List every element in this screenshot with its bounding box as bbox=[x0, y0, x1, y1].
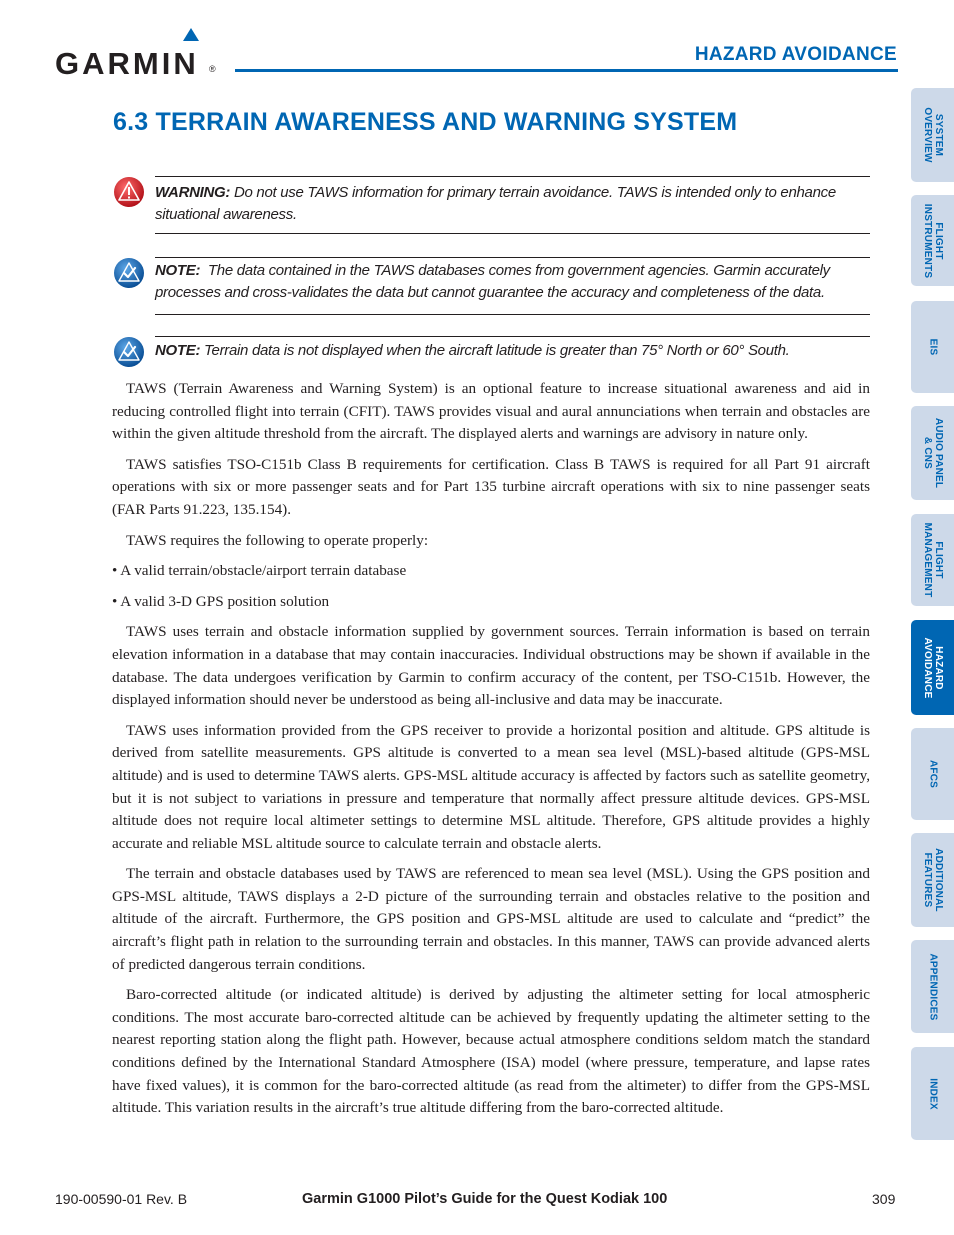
garmin-logo bbox=[55, 28, 220, 81]
tab-label: FLIGHT INSTRUMENTS bbox=[921, 203, 944, 278]
tab-flight-management[interactable] bbox=[911, 514, 954, 606]
note-label-2: NOTE: bbox=[155, 342, 201, 359]
note-rule-top-2 bbox=[155, 336, 870, 337]
tab-hazard-avoidance[interactable] bbox=[911, 620, 954, 715]
tab-label: AUDIO PANEL & CNS bbox=[921, 417, 944, 489]
paragraph: Baro-corrected altitude (or indicated altitude) is derived by adjusting the altimeter setting for local atmospheric conditions. The most accurate baro-corrected altitude can be achieved by frequently updating the altimeter setting to the nearest reporting station along the flight path. However, because actual atmosphere conditions seldom match the standard conditions defined by the International Standard Atmosphere (ISA) model (where pressure, temperature, and lapse rates have fixed values), it is common for the baro-corrected altitude (as read from the altimeter) to differ from the GPS-MSL altitude. This variation results in the aircraft’s true altitude differing from the baro-corrected altitude. bbox=[112, 986, 870, 1117]
tab-flight-instruments[interactable] bbox=[911, 195, 954, 286]
note-rule-top-1 bbox=[155, 257, 870, 258]
header-rule bbox=[235, 69, 898, 72]
footer-book-title: Garmin G1000 Pilot’s Guide for the Quest Kodiak 100 bbox=[302, 1191, 668, 1207]
tab-label: HAZARD AVOIDANCE bbox=[921, 636, 944, 699]
warning-text bbox=[155, 182, 870, 226]
note-body-2: Terrain data is not displayed when the aircraft latitude is greater than 75° North or 60° South. bbox=[204, 342, 790, 359]
body-text bbox=[112, 378, 870, 1128]
warning-rule-bottom bbox=[155, 233, 870, 234]
note-callout-2 bbox=[113, 336, 870, 372]
warning-body: Do not use TAWS information for primary terrain avoidance. TAWS is intended only to enhance situational awareness. bbox=[155, 184, 836, 223]
tab-appendices[interactable] bbox=[911, 940, 954, 1033]
paragraph: TAWS uses information provided from the GPS receiver to provide a horizontal position and altitude. GPS altitude is derived from satellite measurements. GPS altitude is converted to a mean sea level (MSL)-based altitude (GPS-MSL altitude) and is used to determine TAWS alerts. GPS-MSL altitude accuracy is affected by factors such as satellite geometry, but it is not subject to variations in pressure and temperature that normally affect pressure altitude devices. GPS-MSL altitude does not require local altimeter settings to determine MSL altitude. Therefore, GPS altitude provides a highly accurate and reliable MSL altitude source to calculate terrain and obstacle alerts. bbox=[112, 721, 870, 852]
paragraph: TAWS (Terrain Awareness and Warning System) is an optional feature to increase situational awareness and aid in reducing controlled flight into terrain (CFIT). TAWS provides visual and aural annunciations when terrain and obstacles are within the given altitude threshold from the aircraft. The displayed alerts and warnings are advisory in nature only. bbox=[112, 380, 870, 443]
tab-label: AFCS bbox=[927, 759, 938, 789]
footer-page-number: 309 bbox=[872, 1191, 896, 1207]
paragraph: The terrain and obstacle databases used by TAWS are referenced to mean sea level (MSL). Using the GPS position and GPS-MSL altitude, TAWS displays a 2-D picture of the surrounding terrain and obstacles relative to the position and altitude of the aircraft. Furthermore, the GPS position and GPS-MSL altitude are used to calculate and “predict” the aircraft’s flight path in relation to the surrounding terrain and obstacles. In this manner, TAWS can provide advanced alerts of predicted dangerous terrain conditions. bbox=[112, 865, 870, 973]
tab-label: FLIGHT MANAGEMENT bbox=[921, 522, 944, 598]
paragraph: TAWS satisfies TSO-C151b Class B requirements for certification. Class B TAWS is required for all Part 91 aircraft operations with six or more passenger seats and for Part 135 turbine aircraft operations with six to nine passenger seats (FAR Parts 91.223, 135.154). bbox=[112, 455, 870, 518]
note-body-1: The data contained in the TAWS databases comes from government agencies. Garmin accurately processes and cross-validates the data but cannot guarantee the accuracy and completeness of the data. bbox=[155, 262, 830, 301]
warning-callout bbox=[113, 176, 870, 236]
logo-wordmark: GARMIN bbox=[55, 46, 199, 81]
note-rule-bottom-1 bbox=[155, 314, 870, 315]
section-header: HAZARD AVOIDANCE bbox=[694, 44, 897, 65]
tab-label: ADDITIONAL FEATURES bbox=[921, 848, 944, 912]
warning-label: WARNING: bbox=[155, 184, 231, 201]
tab-system-overview[interactable] bbox=[911, 88, 954, 182]
logo-registered-mark: ® bbox=[209, 64, 216, 74]
logo-triangle-icon bbox=[183, 28, 199, 41]
tab-label: INDEX bbox=[927, 1077, 938, 1110]
page-title: 6.3 TERRAIN AWARENESS AND WARNING SYSTEM bbox=[113, 108, 738, 136]
footer-doc-number: 190-00590-01 Rev. B bbox=[55, 1191, 188, 1207]
warning-icon bbox=[113, 176, 145, 208]
tab-afcs[interactable] bbox=[911, 728, 954, 820]
tab-index[interactable] bbox=[911, 1047, 954, 1140]
tab-audio-panel-cns[interactable] bbox=[911, 406, 954, 500]
tab-additional-features[interactable] bbox=[911, 833, 954, 927]
note-text-1 bbox=[155, 260, 870, 304]
list-item: • A valid terrain/obstacle/airport terrain database bbox=[112, 562, 407, 580]
tab-eis[interactable] bbox=[911, 301, 954, 393]
list-item: • A valid 3-D GPS position solution bbox=[112, 592, 330, 610]
paragraph: TAWS uses terrain and obstacle information supplied by government sources. Terrain information is based on terrain elevation information in a database that may contain inaccuracies. Individual obstructions may be shown if available in the database. The data undergoes verification by Garmin to confirm accuracy of the content, per TSO-C151b. However, the displayed information should never be understood as being all-inclusive and data may be inaccurate. bbox=[112, 623, 870, 709]
warning-rule-top bbox=[155, 176, 870, 177]
note-text-2 bbox=[155, 340, 870, 362]
tab-label: APPENDICES bbox=[927, 952, 938, 1021]
tab-label: SYSTEM OVERVIEW bbox=[921, 107, 944, 163]
note-icon bbox=[113, 336, 145, 368]
note-label-1: NOTE: bbox=[155, 262, 201, 279]
note-icon bbox=[113, 257, 145, 289]
note-callout-1 bbox=[113, 257, 870, 317]
tab-label: EIS bbox=[927, 338, 938, 356]
paragraph: TAWS requires the following to operate properly: bbox=[126, 531, 429, 549]
